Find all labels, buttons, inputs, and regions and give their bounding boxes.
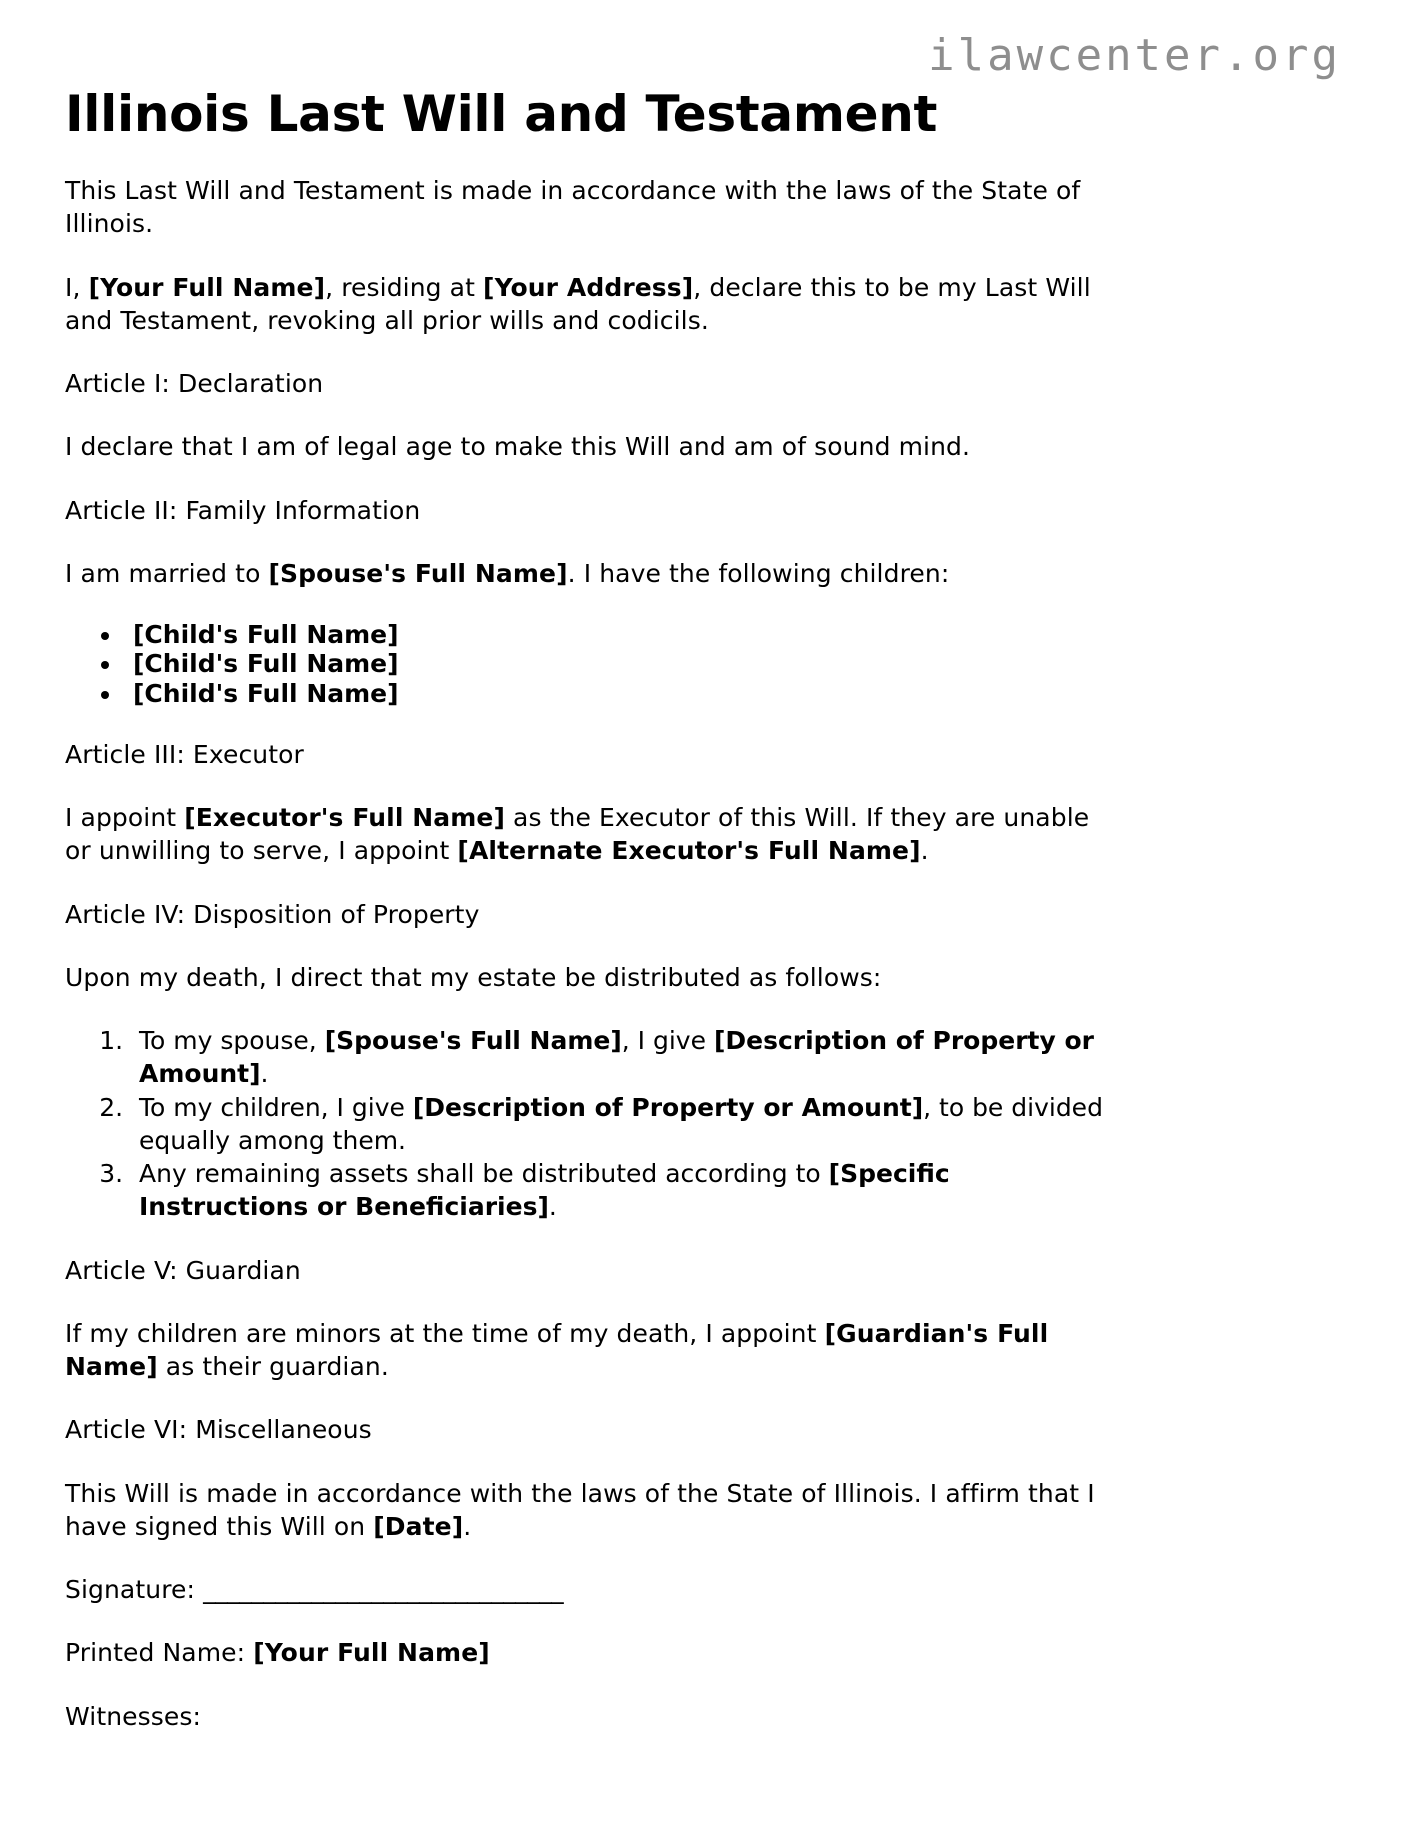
declaration-post: , declare this to be my Last Will and Testament, revoking all prior wills and codicils. [65,272,1091,335]
item-mid: , I give [621,1026,714,1055]
alternate-executor-placeholder: [Alternate Executor's Full Name] [457,836,921,866]
item-post: . [260,1059,269,1089]
item-pre: Any remaining assets shall be distributed according to [139,1159,829,1188]
article-5-body [65,1317,1115,1384]
article-3-mid: as the Executor of this Will. If they are unable or unwilling to serve, I appoint [65,803,1090,866]
printed-name-label: Printed Name: [65,1638,254,1668]
list-item [131,1024,1115,1091]
date-placeholder: [Date] [373,1511,464,1541]
site-watermark: ilawcenter.org [928,30,1341,81]
list-item: • [Child's Full Name] [123,679,1115,708]
article-5-post: as their guardian. [157,1352,389,1381]
article-2-heading: Article II: Family Information [65,495,421,525]
witnesses-label: Witnesses: [65,1701,202,1731]
document-body [65,142,1115,1733]
article-3-heading: Article III: Executor [65,739,304,769]
article-2-pre: I am married to [65,558,269,588]
item-bold-1: [Spouse's Full Name] [324,1026,622,1055]
item-post: . [548,1192,557,1222]
item-pre: To my children, I give [139,1092,413,1122]
children-list [65,620,1115,708]
list-item [131,1091,1115,1158]
signature-row [65,1573,1115,1606]
article-5-pre: If my children are minors at the time of my death, I appoint [65,1318,825,1348]
article-4-lead: Upon my death, I direct that my estate be distributed as follows: [65,962,882,992]
article-3-pre: I appoint [65,803,185,832]
article-3-body [65,801,1115,868]
item-bold-2: [Description of Property or Amount] [139,1026,1094,1089]
spouse-name-placeholder: [Spouse's Full Name] [268,558,568,588]
item-post: , to be divided equally among them. [139,1092,1103,1155]
item-pre: To my spouse, [139,1026,325,1055]
printed-name-row [65,1636,1115,1669]
signature-label: Signature: [65,1575,204,1604]
declaration-pre: I, [65,272,89,302]
article-6-pre: This Will is made in accordance with the laws of the State of Illinois. I affirm that I have signed this Will on [65,1478,1095,1541]
article-2-post: . I have the following children: [567,558,950,588]
article-6-post: . [463,1511,472,1541]
your-address-placeholder: [Your Address] [483,272,694,302]
list-item: • [Child's Full Name] [123,620,1115,649]
executor-name-placeholder: [Executor's Full Name] [184,803,506,832]
page-title: Illinois Last Will and Testament [65,85,938,143]
list-item: • [Child's Full Name] [123,649,1115,678]
item-bold-1: [Description of Property or Amount] [412,1092,924,1122]
article-4-heading: Article IV: Disposition of Property [65,899,480,929]
printed-name-value: [Your Full Name] [253,1638,490,1668]
item-bold-1: [Specific Instructions or Beneficiaries] [139,1159,950,1222]
article-5-heading: Article V: Guardian [65,1255,301,1285]
article-1-body: I declare that I am of legal age to make this Will and am of sound mind. [65,432,971,462]
intro-paragraph: This Last Will and Testament is made in accordance with the laws of the State of Illinois. [65,176,1081,239]
guardian-name-placeholder: [Guardian's Full Name] [65,1318,1049,1381]
article-6-heading: Article VI: Miscellaneous [65,1415,372,1445]
your-full-name-placeholder: [Your Full Name] [88,272,326,302]
article-3-post: . [920,836,929,866]
list-item [131,1157,1115,1224]
declaration-mid: , residing at [325,272,484,302]
article-2-body [65,557,1115,590]
article-1-heading: Article I: Declaration [65,369,324,398]
disposition-list [65,1024,1115,1224]
article-6-body [65,1477,1115,1544]
declaration-paragraph [65,271,1115,338]
signature-line: ______________________________ [203,1575,564,1604]
